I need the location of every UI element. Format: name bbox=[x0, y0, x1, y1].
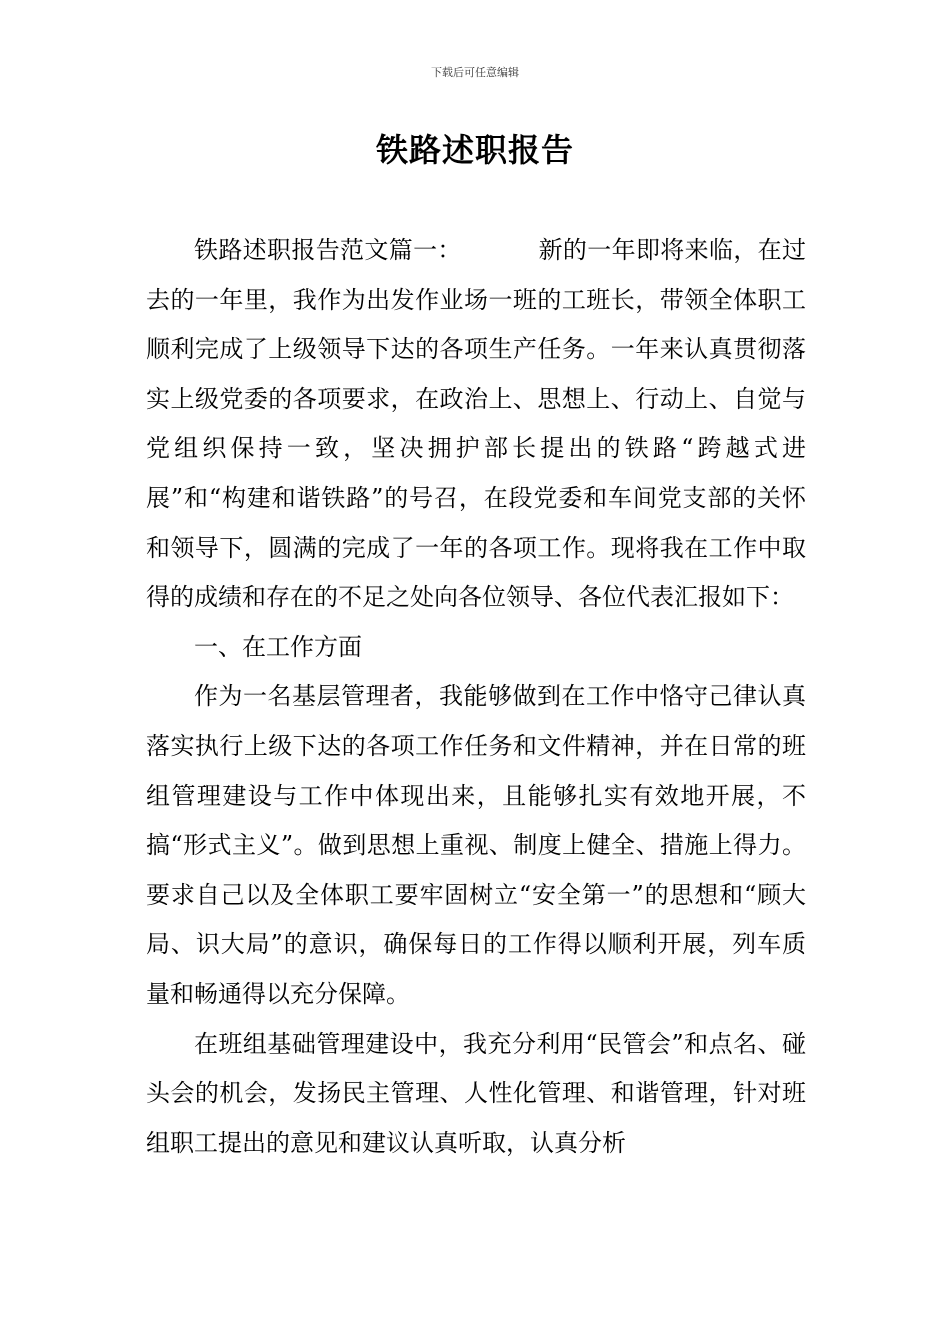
paragraph: 作为一名基层管理者，我能够做到在工作中恪守己律认真落实执行上级下达的各项工作任务和文件精神，并在日常的班组管理建设与工作中体现出来，且能够扎实有效地开展，不搞“形式主义”。做到思想上重视、制度上健全、措施上得力。要求自己以及全体职工要牢固树立“安全第一”的思想和“顾大局、识大局”的意识，确保每日的工作得以顺利开展，列车质量和畅通得以充分保障。 bbox=[146, 682, 806, 1008]
paragraph-intro-text: 新的一年即将来临，在过去的一年里，我作为出发作业场一班的工班长，带领全体职工顺利完成了上级领导下达的各项生产任务。一年来认真贯彻落实上级党委的各项要求，在政治上、思想上、行动上、自觉与党组织保持一致，坚决拥护部长提出的铁路“跨越式进展”和“构建和谐铁路”的号召，在段党委和车间党支部的关怀和领导下，圆满的完成了一年的各项工作。现将我在工作中取得的成绩和存在的不足之处向各位领导、各位代表汇报如下： bbox=[146, 236, 807, 612]
paragraph: 在班组基础管理建设中，我充分利用“民管会”和点名、碰头会的机会，发扬民主管理、人性化管理、和谐管理，针对班组职工提出的意见和建议认真听取，认真分析 bbox=[146, 1029, 806, 1157]
paragraph-intro bbox=[146, 226, 806, 623]
section-heading: 一、在工作方面 bbox=[194, 632, 362, 661]
document-title: 铁路述职报告 bbox=[375, 131, 574, 169]
header-note: 下载后可任意编辑 bbox=[431, 66, 519, 79]
intro-label: 铁路述职报告范文篇一： bbox=[194, 236, 462, 264]
document-body bbox=[146, 226, 806, 1168]
